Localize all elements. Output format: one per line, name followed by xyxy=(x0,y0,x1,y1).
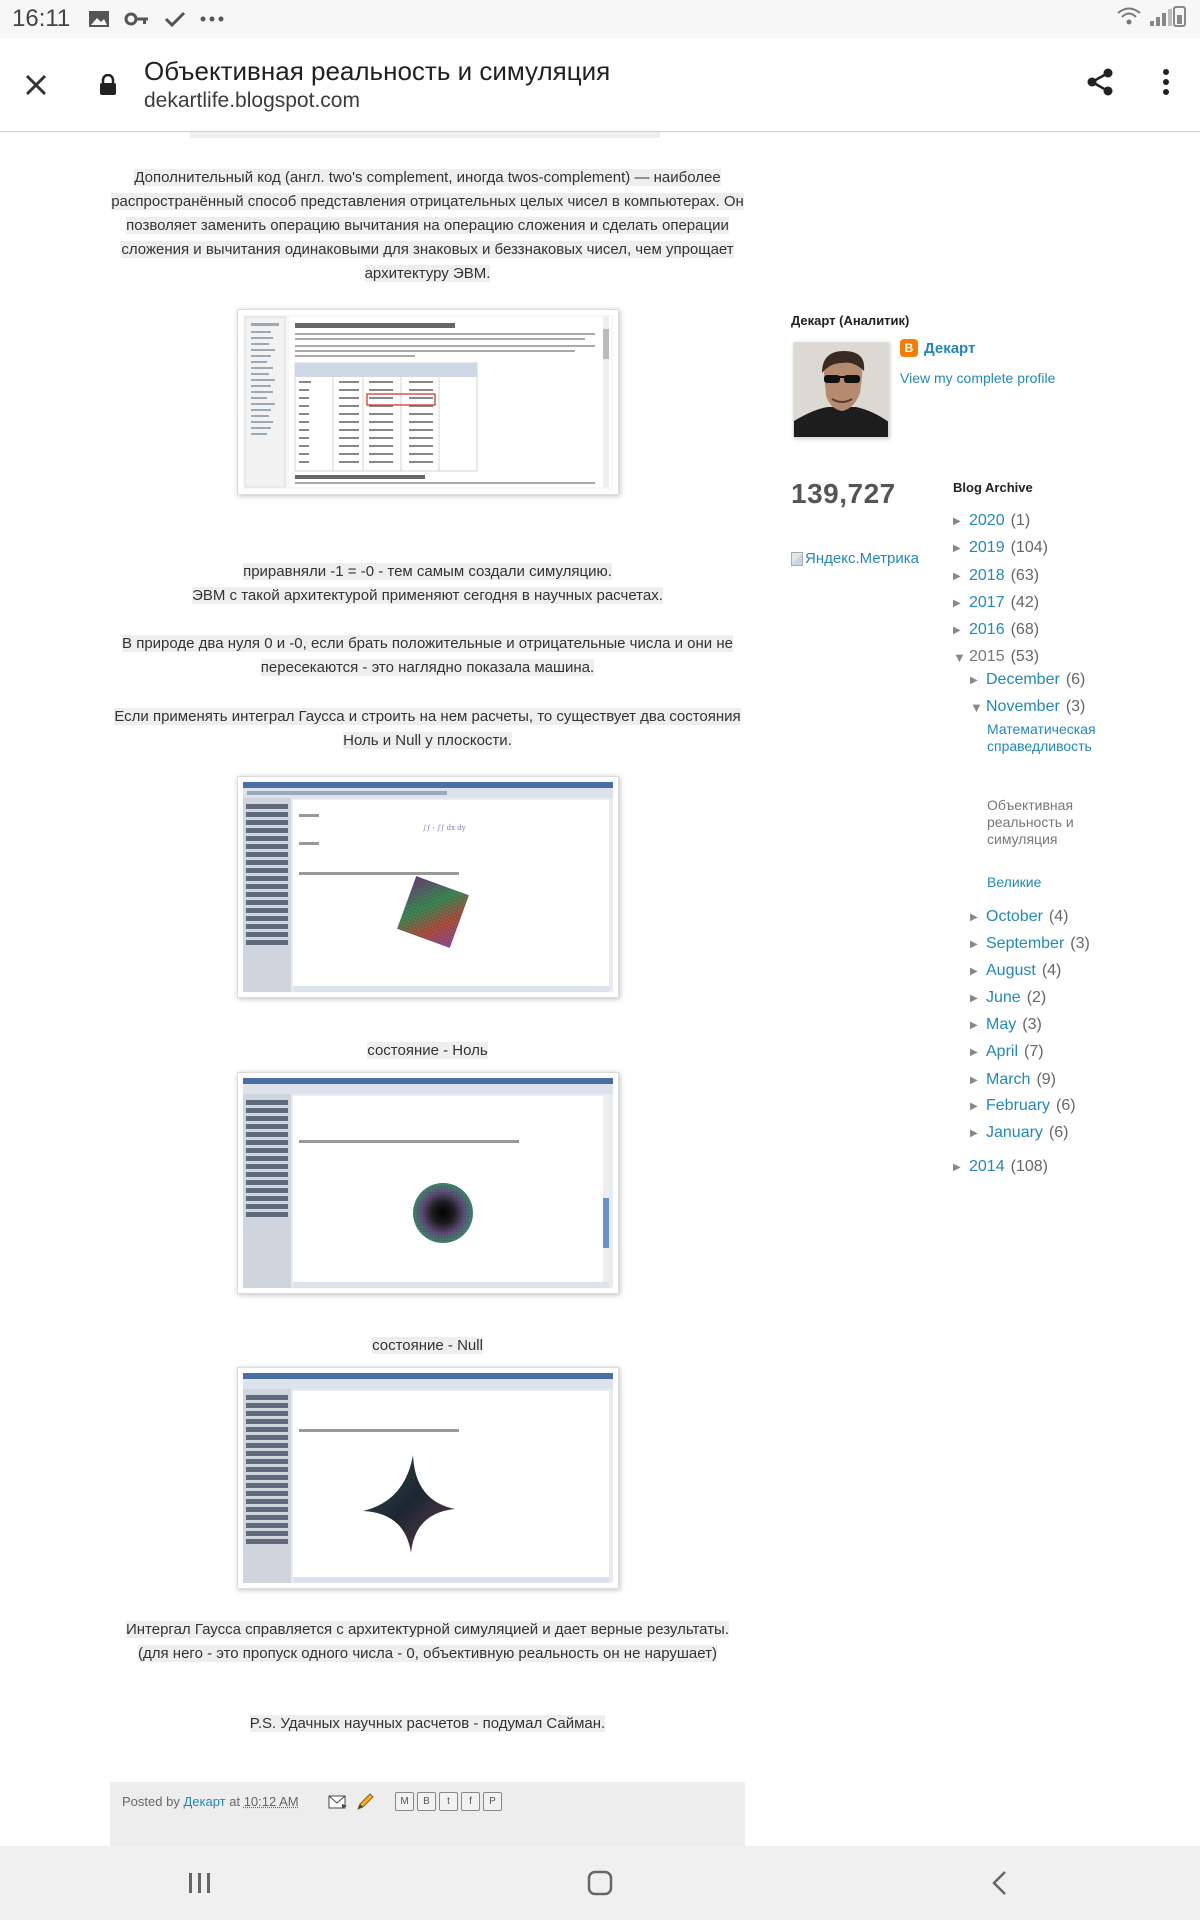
signal-icon xyxy=(1148,5,1188,34)
archive-month-link[interactable]: December xyxy=(986,671,1060,688)
blogthis-icon[interactable]: B xyxy=(417,1792,436,1811)
back-icon xyxy=(991,1870,1009,1896)
collapsed-arrow-icon[interactable]: ▶ xyxy=(970,1100,978,1112)
home-icon xyxy=(587,1870,613,1896)
collapsed-arrow-icon[interactable]: ▶ xyxy=(970,992,978,1004)
caption-text: состояние - Ноль xyxy=(367,1042,488,1059)
email-post-icon[interactable] xyxy=(328,1794,348,1813)
archive-year-link[interactable]: 2019 xyxy=(969,539,1005,556)
more-notifications-icon xyxy=(200,16,224,22)
home-button[interactable] xyxy=(560,1853,640,1913)
collapsed-arrow-icon[interactable]: ▶ xyxy=(970,965,978,977)
archive-count: (4) xyxy=(1041,962,1062,979)
paragraph xyxy=(110,560,745,608)
broken-image-icon xyxy=(791,552,803,566)
share-button[interactable] xyxy=(1068,50,1132,114)
archive-month-link[interactable]: October xyxy=(986,908,1043,925)
archive-count: (6) xyxy=(1048,1124,1069,1141)
archive-month-november[interactable] xyxy=(970,698,1085,716)
archive-count: (53) xyxy=(1010,648,1040,665)
archive-post-link[interactable]: Математическая справедливость xyxy=(987,721,1096,754)
archive-month-april[interactable] xyxy=(970,1043,1044,1061)
wifi-icon xyxy=(1116,5,1142,33)
paragraph xyxy=(110,166,745,286)
post-image[interactable] xyxy=(237,1367,619,1589)
archive-year-link[interactable]: 2014 xyxy=(969,1158,1005,1175)
archive-year-2017[interactable] xyxy=(953,594,1039,612)
gallery-icon xyxy=(88,9,110,29)
share-icon xyxy=(1085,67,1115,97)
post-time-link[interactable]: 10:12 AM xyxy=(243,1794,299,1809)
yandex-metrika-alt: Яндекс.Метрика xyxy=(805,550,919,567)
expanded-arrow-icon[interactable]: ▼ xyxy=(953,649,966,665)
maple-star-screenshot xyxy=(243,1373,613,1583)
page-title: Объективная реальность и симуляция xyxy=(144,55,611,86)
archive-year-link[interactable]: 2015 xyxy=(969,648,1005,665)
pageview-counter: 139,727 xyxy=(791,478,896,509)
recents-icon xyxy=(187,1872,213,1894)
view-profile-link[interactable]: View my complete profile xyxy=(900,370,1056,386)
paragraph xyxy=(110,632,745,680)
yandex-metrika-badge[interactable] xyxy=(791,550,919,567)
archive-month-august[interactable] xyxy=(970,962,1061,980)
author-link[interactable]: Декарт xyxy=(183,1794,226,1809)
archive-count: (2) xyxy=(1026,989,1047,1006)
caption xyxy=(110,1334,745,1358)
archive-count: (63) xyxy=(1010,567,1040,584)
archive-month-link[interactable]: November xyxy=(986,698,1060,715)
lock-icon[interactable] xyxy=(72,49,144,121)
clipped-text-line xyxy=(190,132,660,138)
archive-post-link[interactable]: Великие xyxy=(987,874,1042,890)
paragraph-text: Если применять интеграл Гаусса и строить на нем расчеты, то существует два состояния Ноль и Null у плоскости. xyxy=(114,708,741,749)
author-avatar[interactable] xyxy=(793,342,889,438)
archive-count: (108) xyxy=(1010,1158,1048,1175)
archive-month-link[interactable]: August xyxy=(986,962,1036,979)
archive-month-january[interactable] xyxy=(970,1124,1068,1142)
svg-text:∫∫ - ∫∫ dx dy: ∫∫ - ∫∫ dx dy xyxy=(423,824,466,832)
paragraph-text: (для него - это пропуск одного числа - 0, объективную реальность он не нарушает) xyxy=(138,1645,717,1662)
archive-post-current[interactable]: Объективная реальность и симуляция xyxy=(987,797,1074,847)
author-photo-image xyxy=(794,343,889,438)
archive-month-link[interactable]: April xyxy=(986,1043,1019,1060)
back-button[interactable] xyxy=(960,1853,1040,1913)
pinterest-share-icon[interactable]: P xyxy=(483,1792,502,1811)
page-url[interactable]: dekartlife.blogspot.com xyxy=(144,88,360,112)
archive-year-link[interactable]: 2017 xyxy=(969,594,1005,611)
post-image[interactable] xyxy=(237,776,619,998)
archive-month-october[interactable] xyxy=(970,908,1068,926)
collapsed-arrow-icon[interactable]: ▶ xyxy=(970,1019,978,1031)
email-share-icon[interactable]: M xyxy=(395,1792,414,1811)
blogger-icon: B xyxy=(900,339,918,357)
paragraph xyxy=(110,1618,745,1666)
archive-count: (4) xyxy=(1048,908,1069,925)
caption-text: состояние - Null xyxy=(372,1337,483,1354)
archive-month-link[interactable]: February xyxy=(986,1097,1051,1114)
posted-by-label: Posted by xyxy=(122,1794,180,1809)
check-icon xyxy=(164,10,186,28)
facebook-share-icon[interactable]: f xyxy=(461,1792,480,1811)
post-meta xyxy=(122,1794,299,1809)
archive-month-march[interactable] xyxy=(970,1071,1056,1089)
post-image[interactable] xyxy=(237,1072,619,1294)
browser-toolbar xyxy=(0,38,1200,132)
archive-year-2020[interactable] xyxy=(953,512,1030,530)
status-bar xyxy=(0,0,1200,38)
share-buttons xyxy=(395,1792,502,1811)
at-label: at xyxy=(229,1794,241,1809)
archive-count: (3) xyxy=(1065,698,1086,715)
paragraph xyxy=(110,1712,745,1736)
archive-month-link[interactable]: May xyxy=(986,1016,1017,1033)
page-content xyxy=(0,132,1200,1846)
paragraph-text: Интергал Гаусса справляется с архитектурной симуляцией и дает верные результаты. xyxy=(125,1621,730,1638)
collapsed-arrow-icon[interactable]: ▶ xyxy=(953,542,961,554)
system-nav-bar xyxy=(0,1846,1200,1920)
archive-count: (3) xyxy=(1070,935,1090,952)
archive-count: (9) xyxy=(1036,1071,1057,1088)
paragraph xyxy=(110,705,745,753)
collapsed-arrow-icon[interactable]: ▶ xyxy=(953,570,961,582)
paragraph-text: Дополнительный код (англ. two's complement, иногда twos-complement) — наиболее распространённый способ представления отрицательных целых чисел в компьютерах. Он позволяет заменить операцию вычитания на операцию сложения и сделать операции сложения и вычитания одинаковыми для знаковых и беззнаковых чисел, чем упрощает архитектуру ЭВМ. xyxy=(111,169,744,282)
collapsed-arrow-icon[interactable]: ▶ xyxy=(953,515,961,527)
archive-month-may[interactable] xyxy=(970,1016,1042,1034)
archive-count: (6) xyxy=(1056,1097,1076,1114)
archive-year-link[interactable]: 2018 xyxy=(969,567,1005,584)
wiki-table-screenshot xyxy=(243,315,613,489)
close-button[interactable] xyxy=(0,49,72,121)
archive-year-2015[interactable] xyxy=(953,648,1039,666)
profile-author-link[interactable]: Декарт xyxy=(924,339,976,357)
maple-sphere-screenshot xyxy=(243,1078,613,1288)
caption xyxy=(110,1039,745,1063)
paragraph-text: приравняли -1 = -0 - тем самым создали симуляцию. xyxy=(243,563,612,580)
archive-month-link[interactable]: January xyxy=(986,1124,1043,1141)
collapsed-arrow-icon[interactable]: ▶ xyxy=(953,1161,961,1173)
archive-year-link[interactable]: 2016 xyxy=(969,621,1005,638)
archive-count: (7) xyxy=(1024,1043,1044,1060)
paragraph-text: ЭВМ с такой архитектурой применяют сегодня в научных расчетах. xyxy=(192,587,663,604)
collapsed-arrow-icon[interactable]: ▶ xyxy=(970,911,978,923)
collapsed-arrow-icon[interactable]: ▶ xyxy=(953,624,961,636)
collapsed-arrow-icon[interactable]: ▶ xyxy=(970,938,978,950)
post-footer xyxy=(110,1782,745,1846)
archive-year-link[interactable]: 2020 xyxy=(969,512,1005,529)
twitter-share-icon[interactable]: t xyxy=(439,1792,458,1811)
archive-month-december[interactable] xyxy=(970,671,1085,689)
clock: 16:11 xyxy=(12,5,71,32)
post-image[interactable] xyxy=(237,309,619,495)
archive-month-link[interactable]: September xyxy=(986,935,1065,952)
archive-count: (3) xyxy=(1022,1016,1042,1033)
overflow-menu-button[interactable] xyxy=(1134,50,1198,114)
maple-square-screenshot xyxy=(243,782,613,992)
archive-count: (68) xyxy=(1010,621,1040,638)
archive-month-june[interactable] xyxy=(970,989,1046,1007)
archive-widget-title: Blog Archive xyxy=(953,480,1033,495)
archive-month-link[interactable]: June xyxy=(986,989,1021,1006)
archive-month-february[interactable] xyxy=(970,1097,1076,1115)
archive-count: (6) xyxy=(1065,671,1086,688)
recent-apps-button[interactable] xyxy=(160,1853,240,1913)
collapsed-arrow-icon[interactable]: ▶ xyxy=(970,1127,978,1139)
profile-widget-title: Декарт (Аналитик) xyxy=(791,313,910,328)
close-icon xyxy=(24,73,48,97)
archive-count: (104) xyxy=(1010,539,1048,556)
collapsed-arrow-icon[interactable]: ▶ xyxy=(970,674,978,686)
archive-year-2016[interactable] xyxy=(953,621,1039,639)
paragraph-text: В природе два нуля 0 и -0, если брать положительные и отрицательные числа и они не пересекаются - это наглядно показала машина. xyxy=(122,635,733,676)
archive-year-2018[interactable] xyxy=(953,567,1039,585)
archive-year-2014[interactable] xyxy=(953,1158,1048,1176)
archive-month-september[interactable] xyxy=(970,935,1090,953)
more-vert-icon xyxy=(1162,68,1170,96)
profile-author[interactable] xyxy=(900,339,975,357)
archive-month-link[interactable]: March xyxy=(986,1071,1031,1088)
archive-count: (1) xyxy=(1010,512,1031,529)
key-icon xyxy=(124,11,150,27)
archive-year-2019[interactable] xyxy=(953,539,1048,557)
collapsed-arrow-icon[interactable]: ▶ xyxy=(970,1074,978,1086)
archive-count: (42) xyxy=(1010,594,1040,611)
collapsed-arrow-icon[interactable]: ▶ xyxy=(970,1046,978,1058)
expanded-arrow-icon[interactable]: ▼ xyxy=(970,699,983,715)
collapsed-arrow-icon[interactable]: ▶ xyxy=(953,597,961,609)
edit-pencil-icon[interactable] xyxy=(355,1792,375,1815)
paragraph-text: P.S. Удачных научных расчетов - подумал Сайман. xyxy=(249,1715,606,1732)
